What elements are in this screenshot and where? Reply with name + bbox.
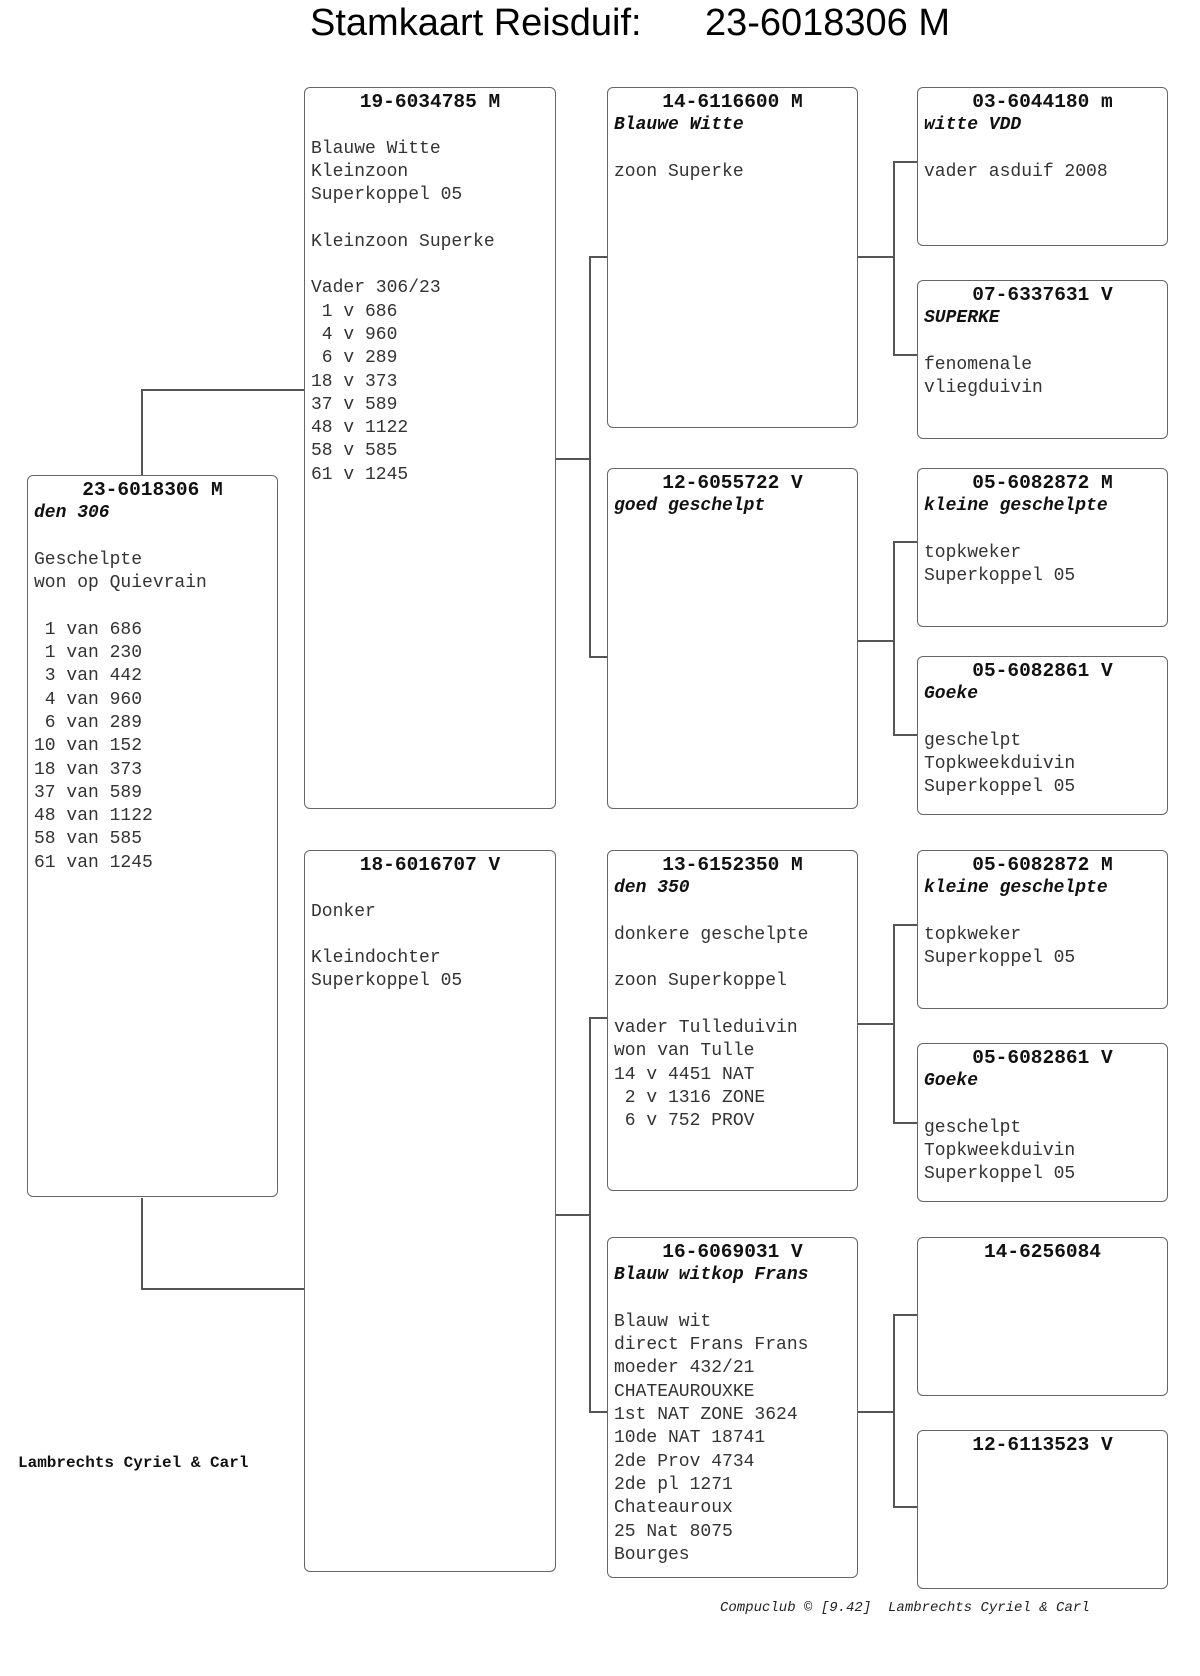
pedigree-line: 61 van 1245 xyxy=(34,852,153,873)
pigeon-name: kleine geschelpte xyxy=(924,496,1108,517)
pedigree-line: Blauwe Witte xyxy=(311,138,441,159)
pedigree-line: 1 van 230 xyxy=(34,643,143,664)
pigeon-name: Goeke xyxy=(924,684,979,705)
pigeon-card-mother-father[interactable] xyxy=(607,850,858,1191)
pedigree-line: 1st NAT ZONE 3624 xyxy=(614,1405,798,1426)
ring-number: 12-6055722 V xyxy=(662,472,803,494)
pedigree-line: 14 v 4451 NAT xyxy=(614,1064,755,1085)
page-title xyxy=(310,2,950,45)
pedigree-line: 18 van 373 xyxy=(34,759,143,780)
connector-line xyxy=(893,734,918,736)
pedigree-line: Topkweekduivin xyxy=(924,1141,1076,1162)
pigeon-name: den 350 xyxy=(614,878,690,899)
pedigree-line: 6 van 289 xyxy=(34,712,143,733)
pigeon-card-mmf[interactable] xyxy=(917,1237,1168,1396)
pedigree-line: Geschelpte xyxy=(34,549,143,570)
pedigree-line: topkweker xyxy=(924,542,1022,563)
pedigree-line: Kleindochter xyxy=(311,948,441,969)
pigeon-card-ffm[interactable] xyxy=(917,280,1168,439)
ring-number: 14-6116600 M xyxy=(662,91,803,113)
ring-number: 05-6082872 M xyxy=(972,472,1113,494)
pedigree-line: geschelpt xyxy=(924,730,1022,751)
pigeon-name: SUPERKE xyxy=(924,308,1000,329)
pedigree-line: 6 v 752 PROV xyxy=(614,1111,755,1132)
pigeon-card-fmm[interactable] xyxy=(917,656,1168,815)
ring-number: 19-6034785 M xyxy=(359,91,501,113)
pedigree-line: 37 v 589 xyxy=(311,394,398,415)
ring-number: 03-6044180 m xyxy=(972,91,1113,113)
title-label: Stamkaart Reisduif: xyxy=(310,2,642,44)
ring-number: 12-6113523 V xyxy=(972,1434,1113,1456)
connector-line xyxy=(858,640,894,642)
connector-line xyxy=(893,161,895,355)
connector-line xyxy=(893,1314,918,1316)
connector-line xyxy=(141,1198,143,1289)
pigeon-card-mother-mother[interactable] xyxy=(607,1237,858,1578)
pigeon-card-father-father[interactable] xyxy=(607,87,858,428)
pigeon-name: witte VDD xyxy=(924,115,1022,136)
connector-line xyxy=(589,256,591,656)
pedigree-line: 4 van 960 xyxy=(34,689,143,710)
pedigree-line: 10de NAT 18741 xyxy=(614,1428,766,1449)
pedigree-line: 48 van 1122 xyxy=(34,806,153,827)
pedigree-line: Superkoppel 05 xyxy=(924,1164,1076,1185)
connector-line xyxy=(141,389,305,391)
connector-line xyxy=(858,1411,894,1413)
connector-line xyxy=(893,161,918,163)
connector-line xyxy=(589,1017,608,1019)
ring-number: 18-6016707 V xyxy=(359,854,501,876)
pedigree-line xyxy=(305,207,555,230)
connector-line xyxy=(893,1122,918,1124)
pigeon-name: goed geschelpt xyxy=(614,496,766,517)
pedigree-line: Superkoppel 05 xyxy=(311,185,463,206)
breeder-name: Lambrechts Cyriel & Carl xyxy=(18,1454,249,1472)
pigeon-name: kleine geschelpte xyxy=(924,878,1108,899)
pedigree-line: vader Tulleduivin xyxy=(614,1018,798,1039)
pedigree-line: donkere geschelpte xyxy=(614,924,809,945)
connector-line xyxy=(858,1023,894,1025)
pedigree-line: 58 van 585 xyxy=(34,829,143,850)
ring-number: 05-6082861 V xyxy=(972,1047,1113,1069)
connector-line xyxy=(589,1017,591,1412)
connector-line xyxy=(858,256,894,258)
ring-number: 05-6082872 M xyxy=(972,854,1113,876)
pedigree-line: 6 v 289 xyxy=(311,348,398,369)
pedigree-line: 37 van 589 xyxy=(34,782,143,803)
pedigree-line: topkweker xyxy=(924,924,1022,945)
ring-number: 13-6152350 M xyxy=(662,854,803,876)
pedigree-line: Superkoppel 05 xyxy=(924,948,1076,969)
pigeon-name: Goeke xyxy=(924,1071,979,1092)
pedigree-line: 61 v 1245 xyxy=(311,464,409,485)
connector-line xyxy=(556,1214,590,1216)
pigeon-card-mff[interactable] xyxy=(917,850,1168,1009)
pigeon-card-fmf[interactable] xyxy=(917,468,1168,627)
pedigree-line: Superkoppel 05 xyxy=(311,971,463,992)
pigeon-name: Blauw witkop Frans xyxy=(614,1265,809,1286)
pigeon-card-subject[interactable] xyxy=(27,475,278,1197)
pedigree-line: Chateauroux xyxy=(614,1498,733,1519)
pedigree-line: CHATEAUROUXKE xyxy=(614,1381,755,1402)
connector-line xyxy=(589,256,608,258)
connector-line xyxy=(893,541,895,735)
pedigree-line: 25 Nat 8075 xyxy=(614,1521,733,1542)
pedigree-line xyxy=(305,924,555,947)
footer-credit: Compuclub © [9.42] Lambrechts Cyriel & Carl xyxy=(720,1600,1090,1616)
pedigree-line xyxy=(28,595,277,618)
pedigree-line: 1 van 686 xyxy=(34,619,143,640)
pedigree-line xyxy=(608,994,857,1017)
pedigree-line: Vader 306/23 xyxy=(311,278,441,299)
pedigree-line: 3 van 442 xyxy=(34,666,143,687)
pedigree-line: fenomenale xyxy=(924,354,1033,375)
pedigree-line: direct Frans Frans xyxy=(614,1335,809,1356)
pedigree-line: Kleinzoon Superke xyxy=(311,231,495,252)
pedigree-line: 1 v 686 xyxy=(311,301,398,322)
pedigree-line: moeder 432/21 xyxy=(614,1358,755,1379)
ring-number: 05-6082861 V xyxy=(972,660,1113,682)
pedigree-line: Superkoppel 05 xyxy=(924,777,1076,798)
pigeon-card-mfm[interactable] xyxy=(917,1043,1168,1202)
ring-number: 16-6069031 V xyxy=(662,1241,803,1263)
connector-line xyxy=(893,541,918,543)
pigeon-card-father[interactable] xyxy=(304,87,556,809)
pigeon-card-fff[interactable] xyxy=(917,87,1168,246)
connector-line xyxy=(589,1411,608,1413)
pigeon-card-mmm[interactable] xyxy=(917,1430,1168,1589)
ring-number: 14-6256084 xyxy=(983,1241,1102,1263)
pedigree-line: Bourges xyxy=(614,1544,690,1565)
connector-line xyxy=(556,458,590,460)
pedigree-line: Donker xyxy=(311,901,376,922)
connector-line xyxy=(141,389,143,486)
pedigree-line: Topkweekduivin xyxy=(924,754,1076,775)
pedigree-line: Kleinzoon xyxy=(311,161,409,182)
pedigree-line: vliegduivin xyxy=(924,378,1043,399)
pedigree-line xyxy=(608,947,857,970)
pedigree-line: 48 v 1122 xyxy=(311,418,409,439)
pedigree-line: won van Tulle xyxy=(614,1041,755,1062)
pedigree-line: zoon Superke xyxy=(614,161,744,182)
pedigree-line: 18 v 373 xyxy=(311,371,398,392)
pedigree-line: 58 v 585 xyxy=(311,441,398,462)
pedigree-line: geschelpt xyxy=(924,1117,1022,1138)
pedigree-line: zoon Superkoppel xyxy=(614,971,787,992)
pedigree-line xyxy=(305,254,555,277)
connector-line xyxy=(893,354,918,356)
connector-line xyxy=(589,656,608,658)
connector-line xyxy=(893,1314,895,1507)
title-ring: 23-6018306 M xyxy=(704,2,951,44)
pigeon-card-mother[interactable] xyxy=(304,850,556,1572)
pedigree-line: 4 v 960 xyxy=(311,324,398,345)
pedigree-line: 10 van 152 xyxy=(34,736,143,757)
pigeon-name: Blauwe Witte xyxy=(614,115,744,136)
connector-line xyxy=(141,1288,305,1290)
ring-number: 07-6337631 V xyxy=(972,284,1113,306)
pigeon-name: den 306 xyxy=(34,503,110,524)
pedigree-line: 2de pl 1271 xyxy=(614,1474,733,1495)
connector-line xyxy=(893,924,918,926)
pedigree-line: vader asduif 2008 xyxy=(924,161,1108,182)
connector-line xyxy=(893,924,895,1123)
ring-number: 23-6018306 M xyxy=(82,479,223,501)
pedigree-line: Blauw wit xyxy=(614,1311,712,1332)
pedigree-line: won op Quievrain xyxy=(34,573,207,594)
pedigree-line: 2de Prov 4734 xyxy=(614,1451,755,1472)
pigeon-card-father-mother[interactable] xyxy=(607,468,858,809)
connector-line xyxy=(893,1506,918,1508)
pedigree-line: Superkoppel 05 xyxy=(924,566,1076,587)
pedigree-line: 2 v 1316 ZONE xyxy=(614,1087,766,1108)
